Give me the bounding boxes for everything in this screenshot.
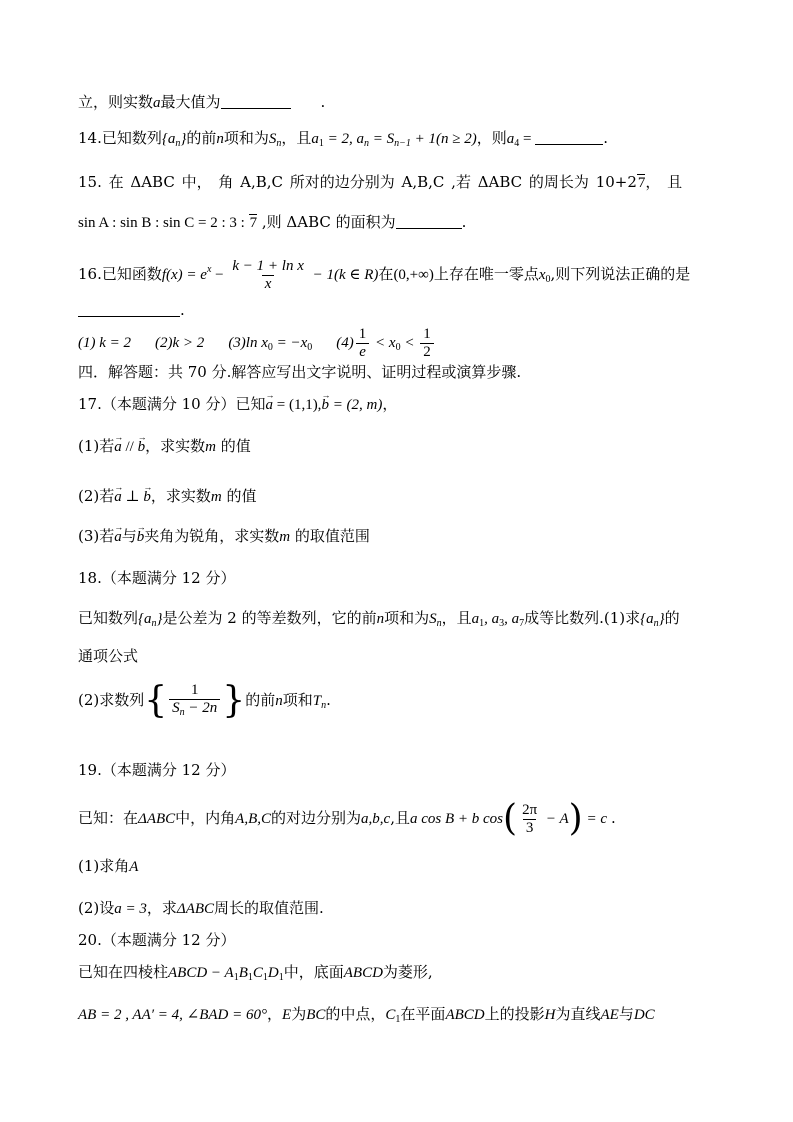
question-18-part2: (2)求数列{ $\frac{1}{S_n - 2n}$ }的前n项和$T_n$. (78, 680, 331, 721)
option-1: (1) k = 2 (78, 335, 132, 351)
vector-a: → a (265, 395, 273, 415)
section-4-heading: 四．解答题：共 70 分.解答应写出文字说明、证明过程或演算步骤. (78, 363, 522, 381)
question-20-line1: 已知在四棱柱ABCD − $A_1B_1C_1D_1$中，底面ABCD为菱形, (78, 963, 433, 983)
q13-tail-text2: 最大值为 (160, 93, 221, 111)
question-19-part1: (1)求角A (78, 857, 139, 875)
q13-tail-line: 立，则实数a最大值为 . (78, 93, 326, 111)
option-3: (3)ln $x_0 = -x_0$ (228, 335, 313, 353)
question-17: 17.（本题满分 10 分）已知→ a = (1,1),→ b = (2, m)， (78, 394, 397, 415)
question-20-line2: AB = 2 , AA′ = 4, ∠BAD = 60°，E为BC的中点，$C_1$在平面ABCD上的投影H为直线AE与DC (78, 1005, 655, 1025)
question-20-heading: 20.（本题满分 12 分） (78, 931, 236, 949)
question-18-line2: 通项公式 (78, 647, 139, 665)
question-16-options (78, 324, 436, 366)
question-19-part2: (2)设a = 3，求ΔABC周长的取值范围. (78, 899, 324, 917)
question-17-2: (2)若→ a ⊥ → b，求实数m 的值 (78, 486, 257, 507)
question-16: 16.已知函数$f(x) = e^x$ − $\frac{\text{k − 1 + ln x}}{x}$ − 1(k ∈ R)在(0,+∞)上存在唯一零点$x_0$,则下列说法正确的是 (78, 257, 691, 292)
q16-fraction: $\frac{\text{k − 1 + ln x}}{x}$ (232, 257, 304, 292)
question-17-3: (3)若→ a与→ b夹角为锐角，求实数m 的取值范围 (78, 526, 370, 547)
answer-blank-13[interactable] (221, 93, 291, 109)
question-18-line1: 已知数列$\{a_n\}$是公差为 2 的等差数列，它的前n项和为$S_n$，且$a_1$, $a_3$, $a_7$成等比数列.(1)求$\{a_n\}$的 (78, 609, 680, 629)
q13-tail-text: 立，则实数 (78, 93, 154, 111)
vector-b: → b (321, 395, 329, 415)
var-a: a (153, 95, 161, 111)
option-2: (2)k > 2 (155, 335, 205, 351)
question-14: 14.已知数列$\{a_n\}$的前n项和为$S_n$，且$a_1 = 2$, $a_n = S_{n-1} + 1(n \ge 2)$，则$a_4$ = . (78, 129, 609, 149)
q19-fraction: $\frac{2\pi}{3}$ (522, 801, 538, 836)
question-18-heading: 18.（本题满分 12 分） (78, 569, 236, 587)
option-4: (4) $\frac{1}{e}$ < $x_0$ < $\frac{1}{2}$ (336, 335, 435, 351)
question-16-blank-line: . (78, 300, 185, 320)
question-15-line1: 15. 在 ΔABC 中， 角 A,B,C 所对的边分别为 A,B,C ,若 ΔABC 的周长为 10+27， 且 (78, 173, 683, 191)
question-17-1: (1)若→ a // → b，求实数m 的值 (78, 436, 251, 457)
answer-blank-14[interactable] (535, 129, 603, 145)
answer-blank-16[interactable] (78, 301, 180, 317)
answer-blank-15[interactable] (396, 213, 462, 229)
question-15-line2: sin A : sin B : sin C = 2 : 3 : 7 ,则 ΔABC 的面积为 . (78, 213, 467, 231)
question-19-line1: 已知：在ΔABC中，内角A,B,C的对边分别为a,b,c,且a cos B + b cos( $\frac{2\pi}{3}$ − A) = c . (78, 798, 616, 839)
question-19-heading: 19.（本题满分 12 分） (78, 761, 236, 779)
q18-fraction: $\frac{1}{S_n - 2n}$ (169, 682, 220, 721)
